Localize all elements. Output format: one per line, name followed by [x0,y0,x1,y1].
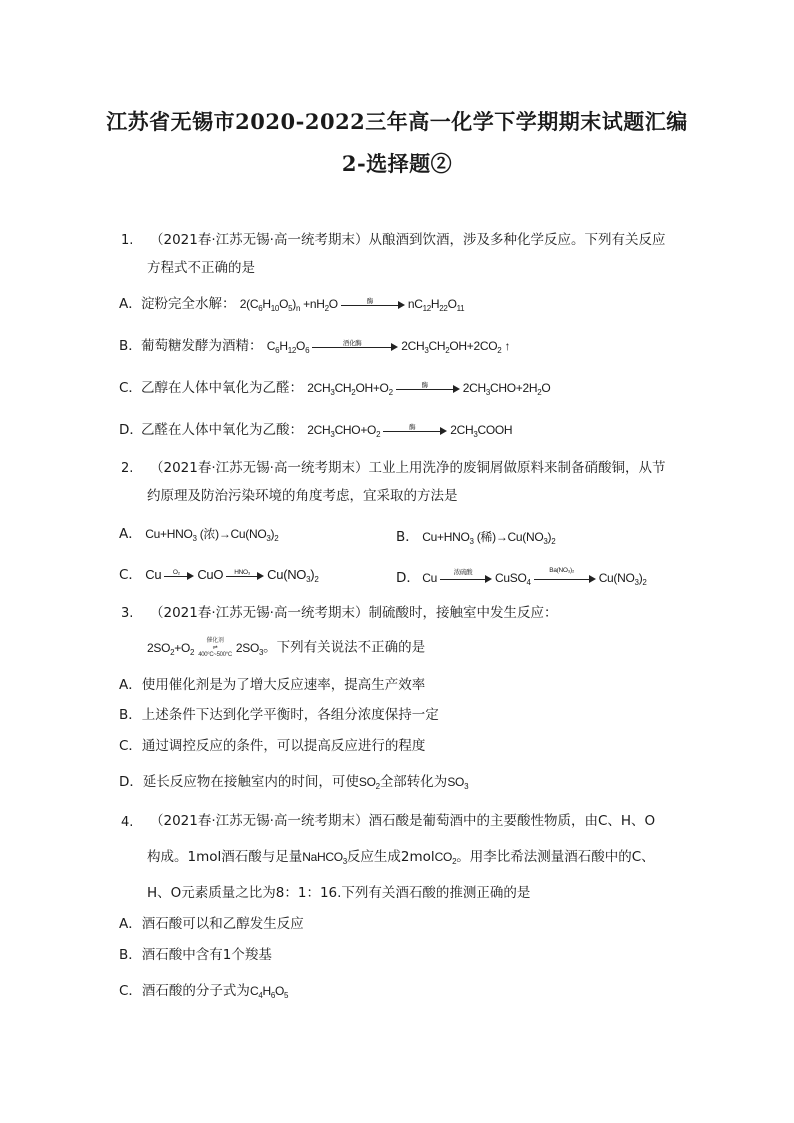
option-c-equation: Cu O₂ CuO HNO₃ $Cu(NO_3)_2$ [145,567,319,584]
page-title-line1: 江苏省无锡市2020-2022三年高一化学下学期期末试题汇编 [106,109,688,134]
option-b-equation: $C_6H_{12}O_6$ 酒化酶 $2CH_3CH_2OH+2CO_2$ ↑ [266,339,511,355]
option-a-equation: $Cu+HNO_3$ (浓)$\to Cu(NO_3)_2$ [145,527,279,543]
reaction-arrow: HNO₃ [226,569,264,583]
option-a-text: 淀粉完全水解： [141,296,236,312]
option-b-equation: $Cu+HNO_3$ (稀)$\to Cu(NO_3)_2$ [422,530,556,546]
question-2-number: 2. [121,461,134,476]
option-c-equation: $2CH_3CH_2OH+O_2$ 酶 $2CH_3CHO+2H_2O$ [307,381,551,397]
option-d-equation: Cu 浓硫酸 CuSO$_4$ Ba(NO₃)₂ $Cu(NO_3)_2$ [422,566,647,587]
equilibrium-equation: $2SO_2+O_2$催化剂 ⇌ $400^\circ C\sim 500^\circ C2SO_3$ [147,638,264,658]
question-1-number: 1. [121,233,134,248]
question-1-stem-line1: （2021春·江苏无锡·高一统考期末）从酿酒到饮酒，涉及多种化学反应。下列有关反应 [150,232,666,248]
question-3-equation-line [147,638,425,662]
reaction-arrow: 酒化酶 [312,340,398,354]
option-c-label: C． [119,380,142,396]
option-d-label: D． [119,422,143,438]
question-3-option-c: C．通过调控反应的条件，可以提高反应进行的程度 [119,738,426,754]
question-1-stem-line2: 方程式不正确的是 [147,260,255,276]
reaction-arrow: 酶 [341,298,405,312]
option-b-text: 葡萄糖发酵为酒精： [141,338,263,354]
question-2-option-b [396,525,555,546]
question-1-option-a [119,295,464,318]
question-4-number: 4. [121,815,134,830]
question-4-option-c: C．酒石酸的分子式为$C_4H_6O_5$ [119,983,289,1000]
reaction-arrow: 浓硫酸 [440,572,492,586]
option-a-label: A． [119,296,142,312]
option-d-label: D． [396,570,420,586]
question-2-option-d [396,566,647,587]
question-4-stem-line3: H、O元素质量之比为8：1：16.下列有关酒石酸的推测正确的是 [147,885,531,901]
question-4-stem-line1: （2021春·江苏无锡·高一统考期末）酒石酸是葡萄酒中的主要酸性物质，由C、H、O [150,813,656,829]
equilibrium-arrow: 催化剂 ⇌ 400°C~500°C [198,638,232,658]
reaction-arrow: O₂ [164,569,194,583]
question-1-option-d [119,421,512,444]
reaction-arrow: 酶 [383,424,447,438]
reaction-arrow: Ba(NO₃)₂ [534,572,596,586]
option-b-label: B． [396,529,419,545]
question-3-option-a: A．使用催化剂是为了增大反应速率，提高生产效率 [119,677,426,693]
question-3-stem-line1: （2021春·江苏无锡·高一统考期末）制硫酸时，接触室中发生反应： [150,605,558,621]
question-3-stem-tail: 。下列有关说法不正确的是 [263,639,426,656]
question-1-option-b [119,337,510,360]
option-d-equation: $2CH_3CHO+O_2$ 酶 $2CH_3COOH$ [307,423,513,439]
question-2-stem-line1: （2021春·江苏无锡·高一统考期末）工业上用洗净的废铜屑做原料来制备硝酸铜，从节 [150,460,666,476]
option-d-text: 乙醛在人体中氧化为乙酸： [141,422,303,438]
question-3-option-b: B．上述条件下达到化学平衡时，各组分浓度保持一定 [119,707,439,723]
question-4-stem-line2: 构成。1mol酒石酸与足量NaHCO$_3$反应生成2molCO$_2$。用李比希法测量酒石酸中的C、 [147,849,655,866]
question-2-option-c [119,566,318,589]
question-3-number: 3. [121,606,134,621]
question-4-option-a: A．酒石酸可以和乙醇发生反应 [119,916,304,932]
question-3-option-d: D．延长反应物在接触室内的时间，可使$SO_2$全部转化为$SO_3$ [119,774,469,791]
option-a-equation: $2(C_6H_{10}O_5)_n +nH_2O$ 酶 $nC_{12}H_{22}O_{11}$ [239,297,465,313]
question-2-stem-line2: 约原理及防治污染环境的角度考虑，宜采取的方法是 [147,488,458,504]
page-title-line2: 2-选择题② [341,151,453,176]
question-4-option-b: B．酒石酸中含有1个羧基 [119,947,272,963]
option-b-label: B． [119,338,142,354]
option-c-label: C． [119,567,142,583]
question-2-option-a [119,525,278,548]
option-c-text: 乙醇在人体中氧化为乙醛： [141,380,303,396]
reaction-arrow: 酶 [396,382,460,396]
question-1-option-c [119,379,550,402]
option-a-label: A． [119,526,142,542]
